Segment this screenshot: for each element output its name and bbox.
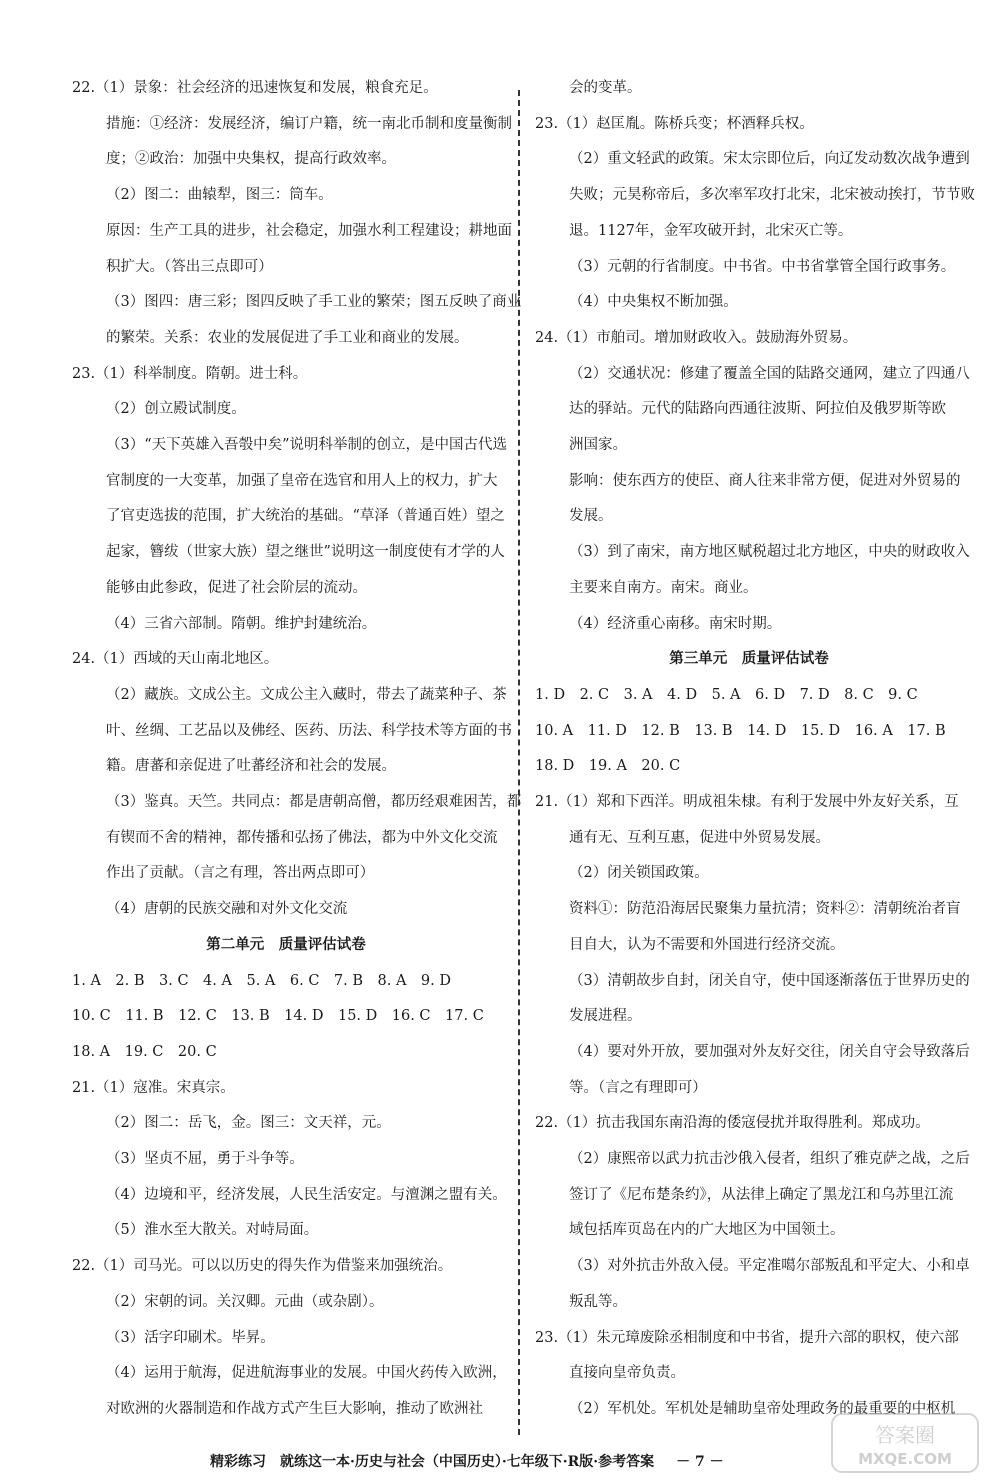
answer-line: 主要来自南方。南宋。商业。 [569, 579, 758, 596]
answer-line: 签订了《尼布楚条约》，从法律上确定了黑龙江和乌苏里江流 [569, 1186, 954, 1203]
answer-line: 10. C 11. B 12. C 13. B 14. D 15. D 16. C 17. C [72, 1008, 484, 1025]
answer-line: （2）军机处。军机处是辅助皇帝处理政务的最重要的中枢机 [569, 1400, 956, 1417]
answer-line: 叶、丝绸、工艺品以及佛经、医药、历法、科学技术等方面的书 [106, 722, 512, 739]
answer-line: （3）“天下英雄入吾彀中矣”说明科举制的创立，是中国古代选 [106, 437, 508, 453]
answer-line: 籍。唐蕃和亲促进了吐蕃经济和社会的发展。 [106, 758, 396, 775]
answer-line: （2）创立殿试制度。 [106, 401, 246, 418]
answer-line: 影响：使东西方的使臣、商人往来非常方便，促进对外贸易的 [569, 472, 961, 489]
answer-line: 的繁荣。关系：农业的发展促进了手工业和商业的发展。 [106, 329, 469, 346]
answer-line: （3）坚贞不屈，勇于斗争等。 [106, 1151, 304, 1167]
answer-line: 能够由此参政，促进了社会阶层的流动。 [106, 579, 367, 596]
answer-line: （3）清朝故步自封，闭关自守，使中国逐渐落伍于世界历史的 [569, 972, 970, 989]
answer-line: （2）藏族。文成公主。文成公主入藏时，带去了蔬菜种子、茶 [106, 686, 507, 703]
answer-line: （2）康熙帝以武力抗击沙俄入侵者，组织了雅克萨之战，之后 [569, 1151, 970, 1167]
answer-line: 直接向皇帝负责。 [569, 1365, 685, 1382]
answer-line: （2）图二：曲辕犁，图三：筒车。 [106, 187, 333, 204]
answer-line: 22.（1）景象：社会经济的迅速恢复和发展，粮食充足。 [72, 80, 438, 96]
answer-line: 退。1127年，金军攻破开封，北宋灭亡等。 [569, 222, 853, 239]
answer-line: 24.（1）市舶司。增加财政收入。鼓励海外贸易。 [535, 329, 858, 346]
watermark-url: MXQE.COM [858, 1450, 952, 1468]
answer-line: 发展进程。 [569, 1008, 642, 1025]
answer-line: 发展。 [569, 508, 613, 525]
answer-line: 18. A 19. C 20. C [72, 1043, 217, 1060]
answer-line: 积扩大。（答出三点即可） [106, 258, 273, 275]
answer-line: （2）闭关锁国政策。 [569, 865, 709, 882]
answer-line: 目自大，认为不需要和外国进行经济交流。 [569, 936, 845, 953]
footer-text: 精彩练习 就练这一本·历史与社会（中国历史）·七年级下·R版·参考答案 [210, 1454, 655, 1470]
column-divider [518, 90, 520, 1435]
answer-line: 起家，簪绂（世家大族）望之继世”说明这一制度使有才学的人 [106, 544, 505, 561]
answer-line: 作出了贡献。（言之有理，答出两点即可） [106, 865, 375, 882]
answer-line: （2）交通状况：修建了覆盖全国的陆路交通网，建立了四通八 [569, 365, 970, 382]
answer-line: 23.（1）赵匡胤。陈桥兵变；杯酒释兵权。 [535, 115, 814, 132]
answer-line: 21.（1）郑和下西洋。明成祖朱棣。有利于发展中外友好关系，互 [535, 794, 959, 810]
answer-line: （4）中央集权不断加强。 [569, 294, 738, 311]
answer-line: 域包括库页岛在内的广大地区为中国领土。 [569, 1222, 845, 1239]
page-number: － 7 － [676, 1454, 724, 1470]
answer-line: 失败；元昊称帝后，多次率军攻打北宋，北宋被动挨打，节节败 [569, 187, 975, 204]
answer-line: 有锲而不舍的精神，都传播和弘扬了佛法，都为中外文化交流 [106, 829, 498, 846]
answer-line: （3）活字印刷术。毕昇。 [106, 1329, 275, 1346]
answer-line: （2）宋朝的词。关汉卿。元曲（或杂剧）。 [106, 1293, 384, 1310]
answer-line: 10. A 11. D 12. B 13. B 14. D 15. D 16. A 17. B [535, 722, 946, 739]
answer-line: 通有无、互利互惠，促进中外贸易发展。 [569, 829, 830, 846]
section-heading: 第二单元 质量评估试卷 [206, 935, 366, 953]
answer-line: （3）元朝的行省制度。中书省。中书省掌管全国行政事务。 [569, 258, 956, 275]
answer-line: 了官吏选拔的范围，扩大统治的基础。“草泽（普通百姓）望之 [106, 508, 505, 525]
answer-line: 23.（1）朱元璋废除丞相制度和中书省，提升六部的职权，使六部 [535, 1329, 959, 1346]
answer-line: 叛乱等。 [569, 1293, 627, 1310]
watermark-logo [830, 1412, 980, 1474]
answer-line: 18. D 19. A 20. C [535, 758, 681, 775]
answer-line: 24.（1）西域的天山南北地区。 [72, 651, 279, 668]
answer-line: （4）经济重心南移。南宋时期。 [569, 615, 782, 632]
answer-line: （3）图四：唐三彩；图四反映了手工业的繁荣；图五反映了商业 [106, 294, 522, 311]
answer-line: 达的驿站。元代的陆路向西通往波斯、阿拉伯及俄罗斯等欧 [569, 401, 946, 418]
answer-line: 原因：生产工具的进步，社会稳定，加强水利工程建设；耕地面 [106, 222, 512, 239]
answer-line: （5）淮水至大散关。对峙局面。 [106, 1222, 319, 1239]
answer-line: 度；②政治：加强中央集权，提高行政效率。 [106, 151, 396, 168]
answer-line: 官制度的一大变革，加强了皇帝在选官和用人上的权力，扩大 [106, 472, 498, 489]
answer-line: （4）要对外开放，要加强对外友好交往，闭关自守会导致落后 [569, 1043, 970, 1060]
answer-line: 21.（1）寇准。宋真宗。 [72, 1079, 235, 1096]
watermark-text: 答案圈 [875, 1423, 935, 1447]
answer-line: 对欧洲的火器制造和作战方式产生巨大影响，推动了欧洲社 [106, 1400, 483, 1417]
answer-line: 23.（1）科举制度。隋朝。进士科。 [72, 365, 308, 382]
answer-line: 资料①：防范沿海居民聚集力量抗清；资料②：清朝统治者盲 [569, 901, 961, 918]
answer-line: （4）三省六部制。隋朝。维护封建统治。 [106, 615, 377, 632]
answer-line: 会的变革。 [569, 80, 642, 96]
answer-line: （3）对外抗击外敌入侵。平定准噶尔部叛乱和平定大、小和卓 [569, 1258, 970, 1275]
answer-line: 洲国家。 [569, 437, 627, 453]
answer-line: （4）运用于航海，促进航海事业的发展。中国火药传入欧洲， [106, 1365, 507, 1382]
answer-line: 22.（1）司马光。可以以历史的得失作为借鉴来加强统治。 [72, 1258, 453, 1275]
page-footer [210, 1452, 724, 1472]
section-heading: 第三单元 质量评估试卷 [669, 650, 829, 668]
answer-line: （4）唐朝的民族交融和对外文化交流 [106, 901, 348, 918]
answer-line: （2）图二：岳飞，金。图三：文天祥，元。 [106, 1115, 391, 1132]
answer-line: （2）重文轻武的政策。宋太宗即位后，向辽发动数次战争遭到 [569, 151, 970, 168]
answer-line: 措施：①经济：发展经济，编订户籍，统一南北币制和度量衡制 [106, 115, 512, 132]
answer-line: 等。（言之有理即可） [569, 1079, 707, 1096]
answer-line: 1. D 2. C 3. A 4. D 5. A 6. D 7. D 8. C 9. C [535, 686, 918, 703]
answer-line: （4）边境和平，经济发展，人民生活安定。与澶渊之盟有关。 [106, 1186, 507, 1203]
answer-line: 1. A 2. B 3. C 4. A 5. A 6. C 7. B 8. A 9. D [72, 972, 452, 989]
answer-line: （3）鉴真。天竺。共同点：都是唐朝高僧，都历经艰难困苦，都 [106, 794, 522, 810]
answer-line: 22.（1）抗击我国东南沿海的倭寇侵扰并取得胜利。郑成功。 [535, 1115, 930, 1132]
answer-line: （3）到了南宋，南方地区赋税超过北方地区，中央的财政收入 [569, 544, 970, 561]
